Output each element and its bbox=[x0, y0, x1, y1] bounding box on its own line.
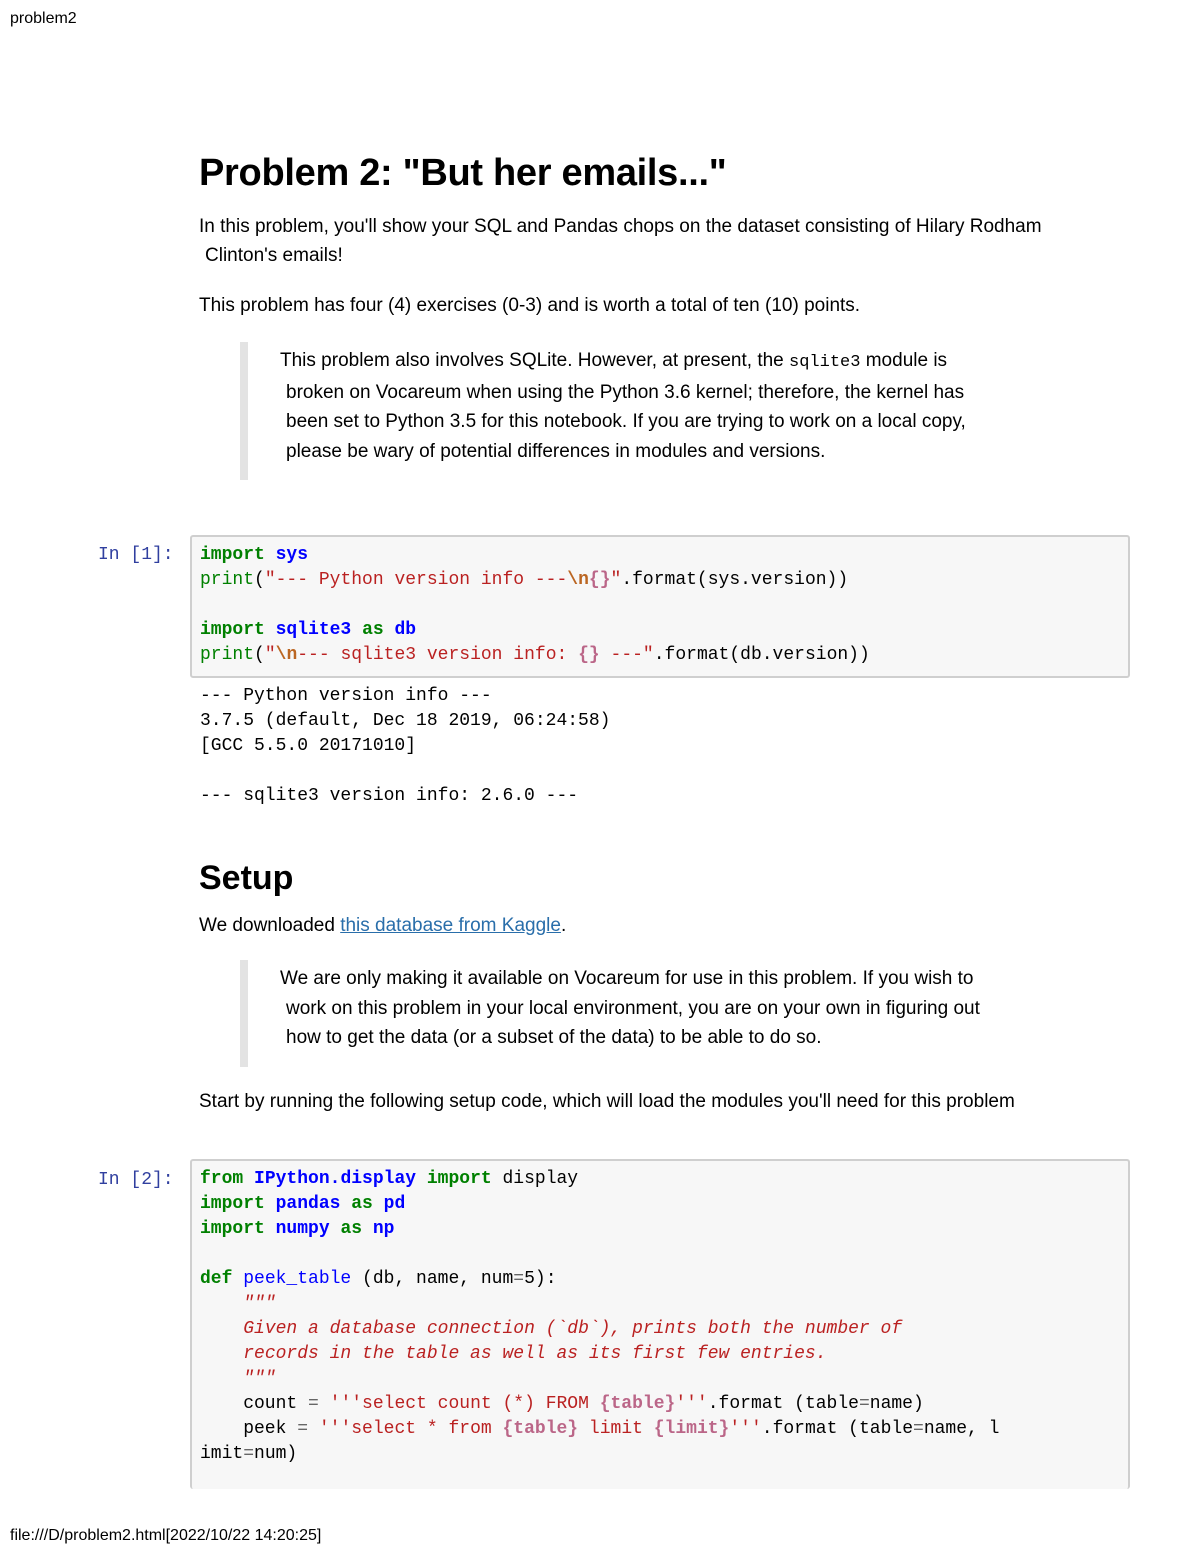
intro-line-1: In this problem, you'll show your SQL and Pandas chops on the dataset consisting of Hilary Rodham bbox=[199, 216, 1042, 237]
page-footer: file:///D/problem2.html[2022/10/22 14:20:25] bbox=[10, 1527, 322, 1544]
note1-line-1: This problem also involves SQLite. However, at present, the sqlite3 module is bbox=[280, 350, 948, 372]
kaggle-link[interactable]: this database from Kaggle bbox=[340, 915, 561, 936]
output-line-3: [GCC 5.5.0 20171010] bbox=[200, 736, 417, 756]
cell1-code-input[interactable]: import sys print("--- Python version info ---\n{}".format(sys.version)) import sqlite3 as db print("\n--- sqlite3 version info: {} ---".format(db.version)) bbox=[190, 535, 1130, 678]
cell1-output bbox=[200, 684, 1130, 809]
intro-paragraph bbox=[199, 212, 1134, 270]
note2-line-2: work on this problem in your local environment, you are on your own in figuring out bbox=[286, 997, 980, 1019]
note1-line-2: broken on Vocareum when using the Python 3.6 kernel; therefore, the kernel has bbox=[286, 381, 965, 403]
output-line-4: --- sqlite3 version info: 2.6.0 --- bbox=[200, 786, 579, 806]
setup-heading: Setup bbox=[199, 859, 294, 897]
setup-instructions: Start by running the following setup code, which will load the modules you'll need for this problem bbox=[199, 1090, 1015, 1112]
inline-code-sqlite3: sqlite3 bbox=[789, 353, 861, 372]
notebook-content bbox=[199, 148, 1134, 480]
setup-source-text: We downloaded this database from Kaggle. bbox=[199, 915, 567, 936]
note1-line-4: please be wary of potential differences in modules and versions. bbox=[286, 440, 826, 462]
exercise-info: This problem has four (4) exercises (0-3) and is worth a total of ten (10) points. bbox=[199, 295, 861, 316]
note1-line-3: been set to Python 3.5 for this notebook. If you are trying to work on a local copy, bbox=[286, 411, 966, 432]
cell1-prompt: In [1]: bbox=[98, 545, 174, 565]
sqlite-note bbox=[240, 342, 1134, 480]
note2-line-3: how to get the data (or a subset of the data) to be able to do so. bbox=[286, 1027, 822, 1048]
intro-line-2: Clinton's emails! bbox=[205, 245, 343, 266]
page-header: problem2 bbox=[10, 10, 77, 27]
output-line-2: 3.7.5 (default, Dec 18 2019, 06:24:58) bbox=[200, 711, 611, 731]
cell2-prompt: In [2]: bbox=[98, 1170, 174, 1190]
data-availability-note bbox=[240, 960, 1134, 1067]
page-title: Problem 2: "But her emails..." bbox=[199, 152, 727, 194]
setup-section bbox=[199, 855, 1134, 1116]
cell2-code-input[interactable]: from IPython.display import display import pandas as pd import numpy as np def peek_table (db, name, num=5): """ Given a database connection (`db`), prints both the number of records in the table as well as its first few entries. """ count = '''select count (*) FROM {table}'''.format (table=name) peek = '''select * from {table} limit {limit}'''.format (table=name, l imit=num) bbox=[190, 1159, 1130, 1489]
note2-line-1: We are only making it available on Vocareum for use in this problem. If you wish to bbox=[280, 968, 974, 989]
output-line-1: --- Python version info --- bbox=[200, 686, 492, 706]
